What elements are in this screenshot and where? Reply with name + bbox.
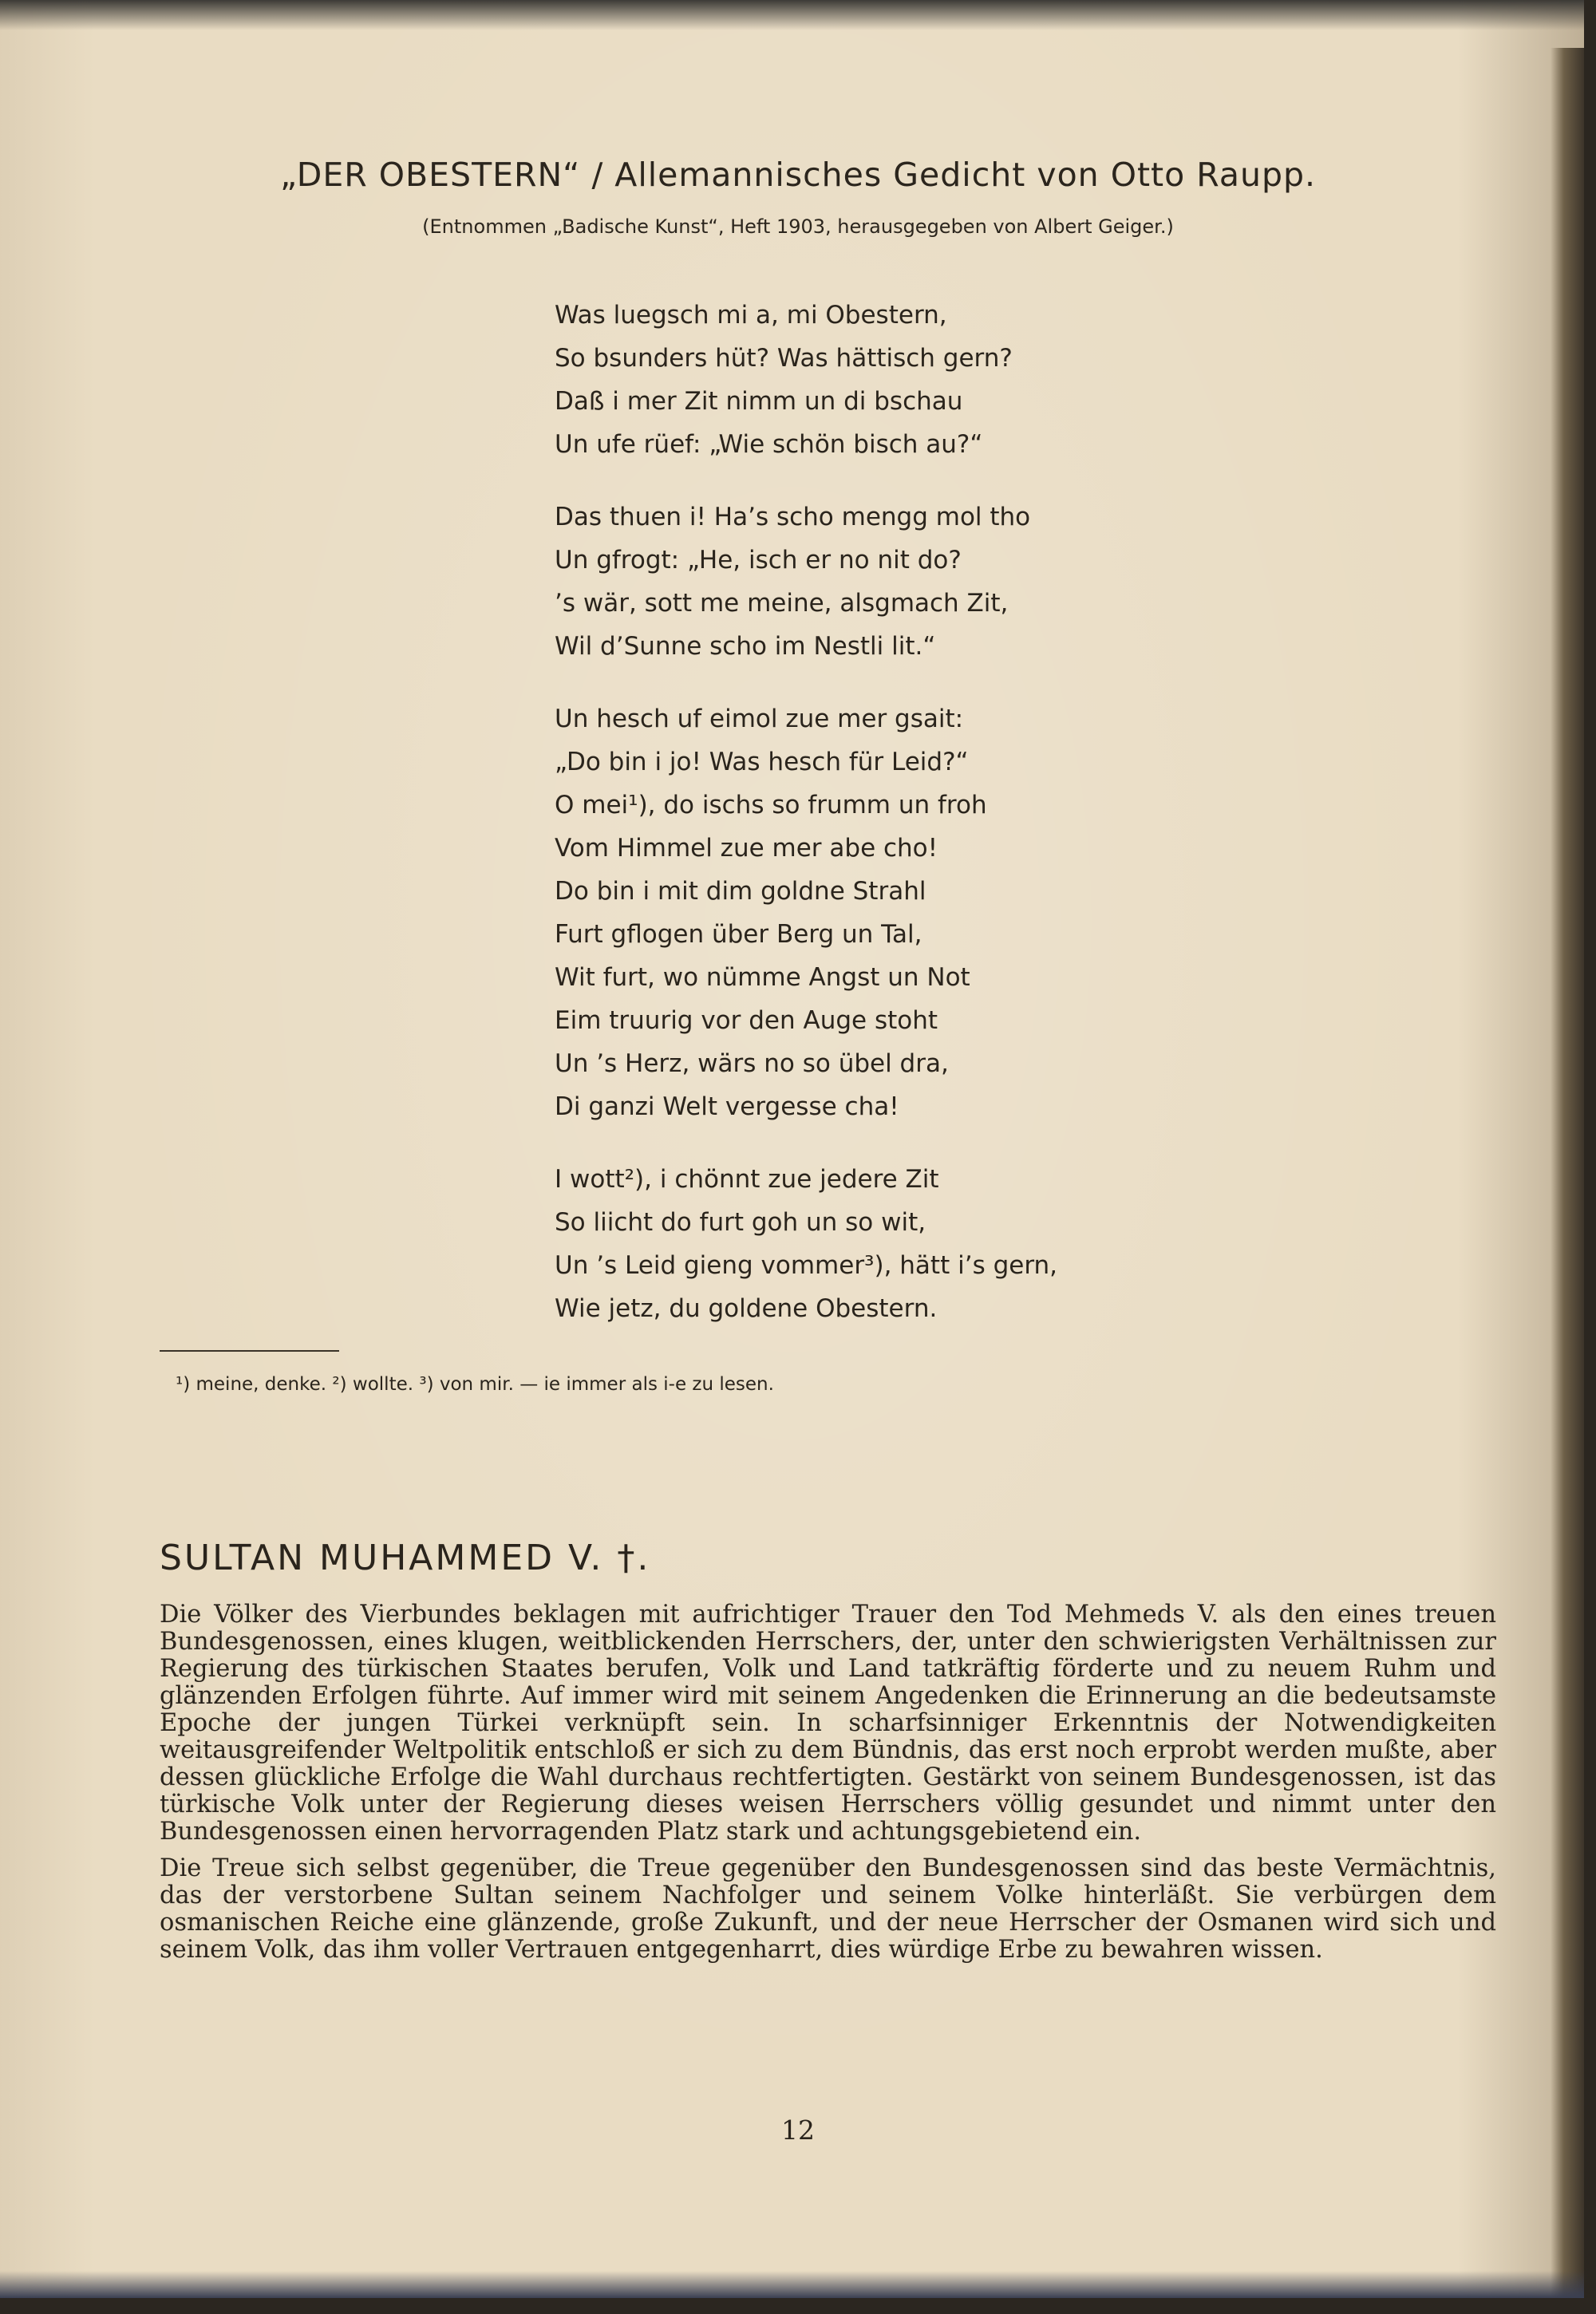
footnote-divider xyxy=(160,1350,339,1352)
poem-line: So liicht do furt goh un so wit, xyxy=(555,1208,926,1237)
poem-line: Di ganzi Welt vergesse cha! xyxy=(555,1092,899,1121)
poem-line: Daß i mer Zit nimm un di bschau xyxy=(555,387,963,416)
article-body xyxy=(160,1601,1496,1973)
poem-line: Was luegsch mi a, mi Obestern, xyxy=(555,301,947,330)
poem-source-note: (Entnommen „Badische Kunst“, Heft 1903, herausgegeben von Albert Geiger.) xyxy=(422,215,1174,238)
poem-line: Eim truurig vor den Auge stoht xyxy=(555,1006,938,1035)
poem-line: „Do bin i jo! Was hesch für Leid?“ xyxy=(555,748,969,776)
poem-stanza xyxy=(555,697,1273,1128)
poem-stanza xyxy=(555,1158,1273,1330)
article-heading: SULTAN MUHAMMED V. †. xyxy=(160,1538,651,1578)
poem-line: Wit furt, wo nümme Angst un Not xyxy=(555,963,970,992)
poem-body xyxy=(555,294,1273,1360)
article-paragraph: Die Völker des Vierbundes beklagen mit aufrichtiger Trauer den Tod Mehmeds V. als den eines treuen Bundesgenossen, eines klugen, weitblickenden Herrschers, der, unter den schwierigsten Verhältnissen zur Regierung des türkischen Staates berufen, Volk und Land tatkräftig förderte und zu neuem Ruhm und glänzenden Erfolgen führte. Auf immer wird mit seinem Angedenken die Erinnerung an die bedeutsamste Epoche der jungen Türkei verknüpft sein. In scharfsinniger Erkenntnis der Notwendigkeiten weitausgreifender Weltpolitik entschloß er sich zu dem Bündnis, das erst noch erprobt werden mußte, aber dessen glückliche Erfolge die Wahl durchaus rechtfertigten. Gestärkt von seinem Bundesgenossen, ist das türkische Volk unter der Regierung dieses weisen Herrschers völlig gesundet und nimmt unter den Bundesgenossen einen hervorragenden Platz stark und achtungsgebietend ein. xyxy=(160,1601,1496,1846)
poem-line: Furt gflogen über Berg un Tal, xyxy=(555,920,922,949)
poem-line: Do bin i mit dim goldne Strahl xyxy=(555,877,926,906)
poem-line: O mei¹), do ischs so frumm un froh xyxy=(555,791,987,819)
poem-stanza xyxy=(555,294,1273,466)
poem-line: Un ’s Leid gieng vommer³), hätt i’s gern, xyxy=(555,1251,1058,1280)
poem-line: I wott²), i chönnt zue jedere Zit xyxy=(555,1165,939,1194)
poem-line: Un gfrogt: „He, isch er no nit do? xyxy=(555,546,962,575)
poem-stanza xyxy=(555,496,1273,668)
poem-footnotes: ¹) meine, denke. ²) wollte. ³) von mir. — ie immer als i-e zu lesen. xyxy=(176,1374,774,1395)
poem-title: „DER OBESTERN“ / Allemannisches Gedicht von Otto Raupp. xyxy=(279,156,1317,194)
page-number: 12 xyxy=(781,2115,815,2146)
poem-line: Un ’s Herz, wärs no so übel dra, xyxy=(555,1049,949,1078)
book-fore-edge xyxy=(1551,48,1584,2298)
poem-line: So bsunders hüt? Was hättisch gern? xyxy=(555,344,1013,373)
poem-line: Wie jetz, du goldene Obestern. xyxy=(555,1294,938,1323)
poem-line: Vom Himmel zue mer abe cho! xyxy=(555,834,938,863)
scan-bottom-edge xyxy=(0,2271,1584,2298)
article-paragraph: Die Treue sich selbst gegenüber, die Treue gegenüber den Bundesgenossen sind das beste Vermächtnis, das der verstorbene Sultan seinem Nachfolger und seinem Volke hinterläßt. Sie verbürgen dem osmanischen Reiche eine glänzende, große Zukunft, und der neue Herrscher der Osmanen wird sich und seinem Volk, das ihm voller Vertrauen entgegenharrt, dies würdige Erbe zu bewahren wissen. xyxy=(160,1854,1496,1964)
poem-line: Wil d’Sunne scho im Nestli lit.“ xyxy=(555,632,936,661)
poem-line: Das thuen i! Ha’s scho mengg mol tho xyxy=(555,503,1031,531)
scan-top-edge xyxy=(0,0,1584,30)
poem-line: Un hesch uf eimol zue mer gsait: xyxy=(555,705,964,733)
poem-line: ’s wär, sott me meine, alsgmach Zit, xyxy=(555,589,1009,618)
poem-line: Un ufe rüef: „Wie schön bisch au?“ xyxy=(555,430,983,459)
